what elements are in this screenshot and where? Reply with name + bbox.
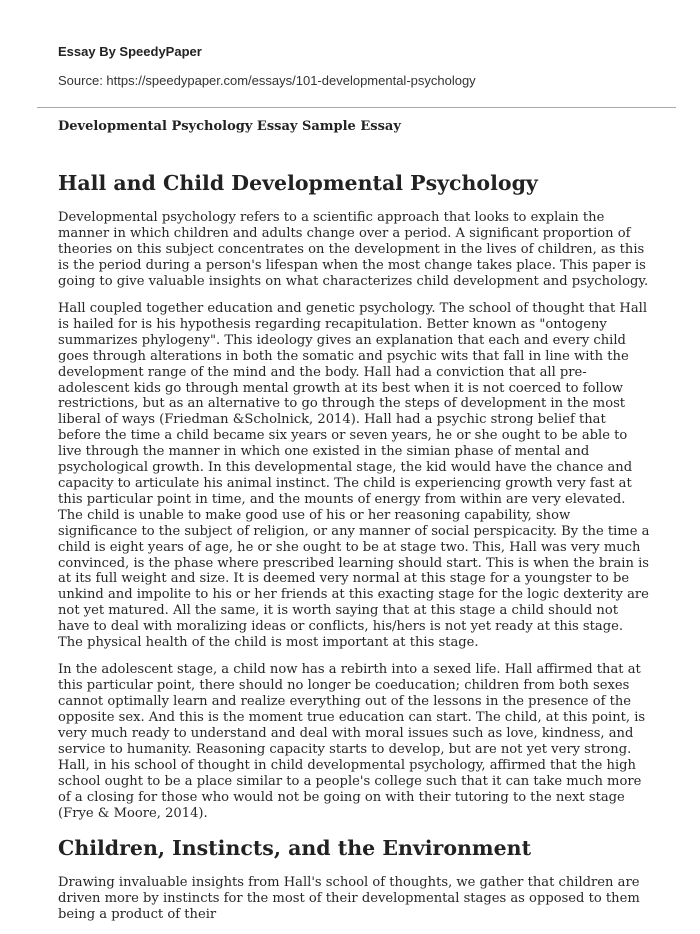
- paragraph: Drawing invaluable insights from Hall's school of thoughts, we gather that children are driven more by instincts for the most of their developmental stages as opposed to them being a product of their: [58, 875, 640, 922]
- source-line: Source: https://speedypaper.com/essays/101-developmental-psychology: [58, 73, 476, 88]
- paragraph: Developmental psychology refers to a scientific approach that looks to explain the manner in which children and adults change over a period. A significant proportion of theories on this subject concentrates on the development in the lives of children, as this is the period during a person's lifespan when the most change takes place. This paper is going to give valuable insights on what characterizes child development and psychology.: [58, 210, 649, 289]
- article-body: [58, 168, 652, 934]
- section-heading: Children, Instincts, and the Environment: [58, 836, 532, 861]
- paragraph: In the adolescent stage, a child now has a rebirth into a sexed life. Hall affirmed that at this particular point, there should no longer be coeducation; children from both sexes cannot optimally learn and realize everything out of the lessons in the presence of the opposite sex. And this is the moment true education can start. The child, at this point, is very much ready to understand and deal with moral issues such as love, kindness, and service to humanity. Reasoning capacity starts to develop, but are not yet very strong. Hall, in his school of thought in child developmental psychology, affirmed that the high school ought to be a place similar to a people's college such that it can take much more of a closing for those who would not be going on with their tutoring to the next stage (Frye & Moore, 2014).: [58, 662, 646, 821]
- essay-title: Developmental Psychology Essay Sample Essay: [58, 119, 401, 134]
- paragraph: Hall coupled together education and genetic psychology. The school of thought that Hall is hailed for is his hypothesis regarding recapitulation. Better known as "ontogeny summarizes phylogeny". This ideology gives an explanation that each and every child goes through alterations in both the somatic and psychic wits that fall in line with the development range of the mind and the body. Hall had a conviction that all pre-adolescent kids go through mental growth at its best when it is not coerced to follow restrictions, but as an alternative to go through the steps of development in the most liberal of ways (Friedman &Scholnick, 2014). Hall had a psychic strong belief that before the time a child became six years or seven years, he or she ought to be able to live through the manner in which one existed in the simian phase of mental and psychological growth. In this developmental stage, the kid would have the chance and capacity to articulate his animal instinct. The child is experiencing growth very fast at this particular point in time, and the mounts of energy from within are very elevated. The child is unable to make good use of his or her reasoning capability, show significance to the subject of religion, or any manner of social perspicacity. By the time a child is eight years of age, he or she ought to be at stage two. This, Hall was very much convinced, is the phase where prescribed learning should start. This is when the brain is at its full weight and size. It is deemed very normal at this stage for a youngster to be unkind and impolite to his or her friends at this exacting stage for the logic dexterity are not yet matured. All the same, it is worth saying that at this stage a child should not have to deal with moralizing ideas or conflicts, his/hers is not yet ready at this stage. The physical health of the child is most important at this stage.: [58, 301, 650, 651]
- header-divider: [37, 107, 676, 108]
- article-heading: Hall and Child Developmental Psychology: [58, 171, 538, 195]
- brand-label: Essay By SpeedyPaper: [58, 44, 202, 59]
